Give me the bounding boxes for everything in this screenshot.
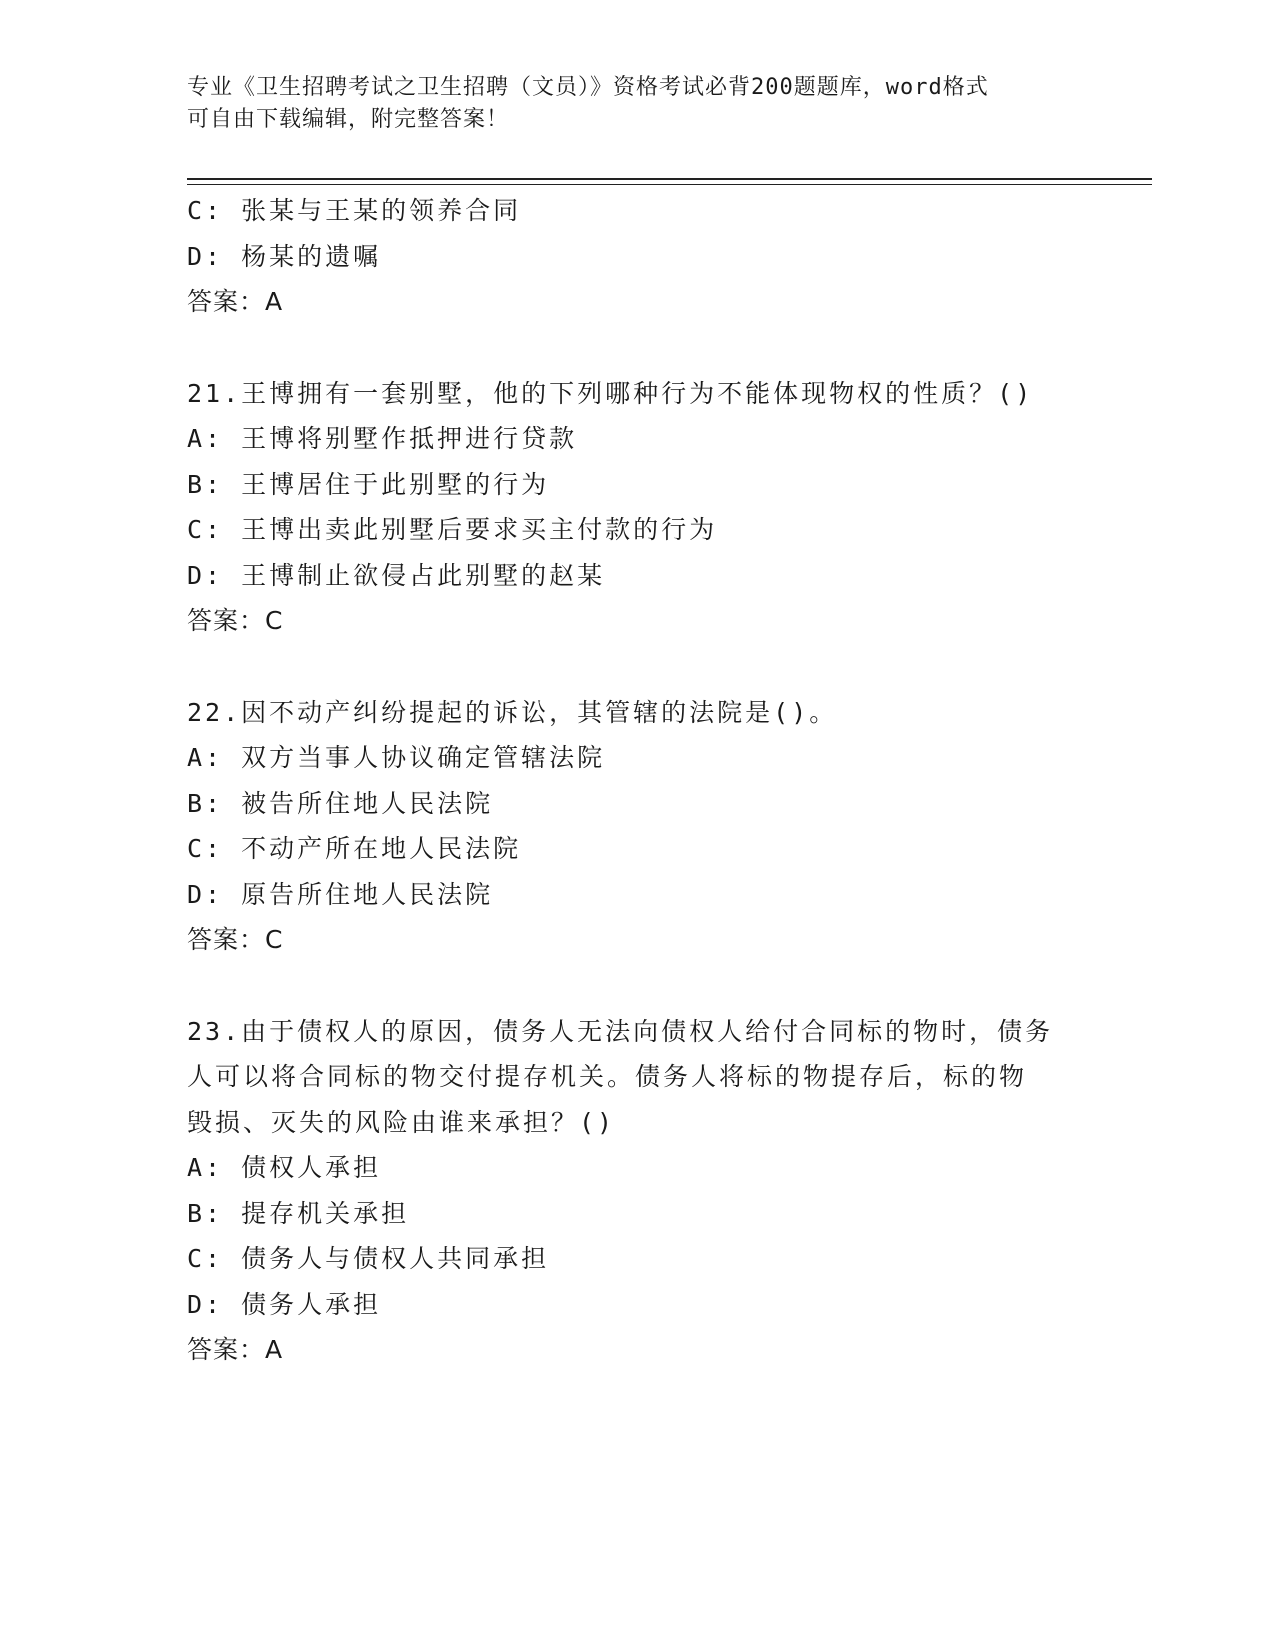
question-22	[187, 690, 1087, 963]
option-b: B: 王博居住于此别墅的行为	[187, 469, 550, 499]
question-stem-line-2: 人可以将合同标的物交付提存机关。债务人将标的物提存后，标的物	[187, 1062, 1028, 1091]
header-rule-thin	[187, 184, 1152, 185]
answer-line: 答案：C	[187, 606, 284, 635]
question-prev	[187, 188, 1087, 325]
spacer	[187, 644, 1087, 690]
question-23	[187, 1009, 1087, 1373]
document-body	[187, 188, 1087, 1373]
option-b: B: 提存机关承担	[187, 1198, 410, 1228]
option-d: D: 债务人承担	[187, 1289, 382, 1319]
answer-line: 答案：A	[187, 287, 284, 316]
answer-line: 答案：C	[187, 925, 284, 954]
option-c: C: 张某与王某的领养合同	[187, 196, 522, 225]
header-line-2: 可自由下载编辑，附完整答案！	[187, 107, 510, 132]
question-stem-line-3: 毁损、灭失的风险由谁来承担？()	[187, 1107, 616, 1137]
question-21	[187, 371, 1087, 644]
document-header	[187, 72, 1087, 136]
question-stem: 21.王博拥有一套别墅，他的下列哪种行为不能体现物权的性质？()	[187, 378, 1034, 408]
option-a: A: 债权人承担	[187, 1153, 382, 1182]
option-a: A: 王博将别墅作抵押进行贷款	[187, 424, 578, 453]
option-c: C: 不动产所在地人民法院	[187, 834, 522, 863]
spacer	[187, 325, 1087, 371]
option-c: C: 王博出卖此别墅后要求买主付款的行为	[187, 515, 718, 544]
header-line-1: 专业《卫生招聘考试之卫生招聘（文员）》资格考试必背200题题库，word格式	[187, 75, 989, 100]
question-stem: 22.因不动产纠纷提起的诉讼，其管辖的法院是()。	[187, 697, 838, 727]
question-stem-line-1: 23.由于债权人的原因，债务人无法向债权人给付合同标的物时，债务	[187, 1016, 1054, 1046]
answer-line: 答案：A	[187, 1335, 284, 1364]
option-d: D: 杨某的遗嘱	[187, 241, 382, 271]
option-d: D: 原告所住地人民法院	[187, 879, 494, 909]
option-b: B: 被告所住地人民法院	[187, 788, 494, 818]
option-a: A: 双方当事人协议确定管辖法院	[187, 743, 606, 772]
header-rule-thick	[187, 178, 1152, 180]
option-c: C: 债务人与债权人共同承担	[187, 1244, 550, 1273]
spacer	[187, 963, 1087, 1009]
option-d: D: 王博制止欲侵占此别墅的赵某	[187, 560, 606, 590]
